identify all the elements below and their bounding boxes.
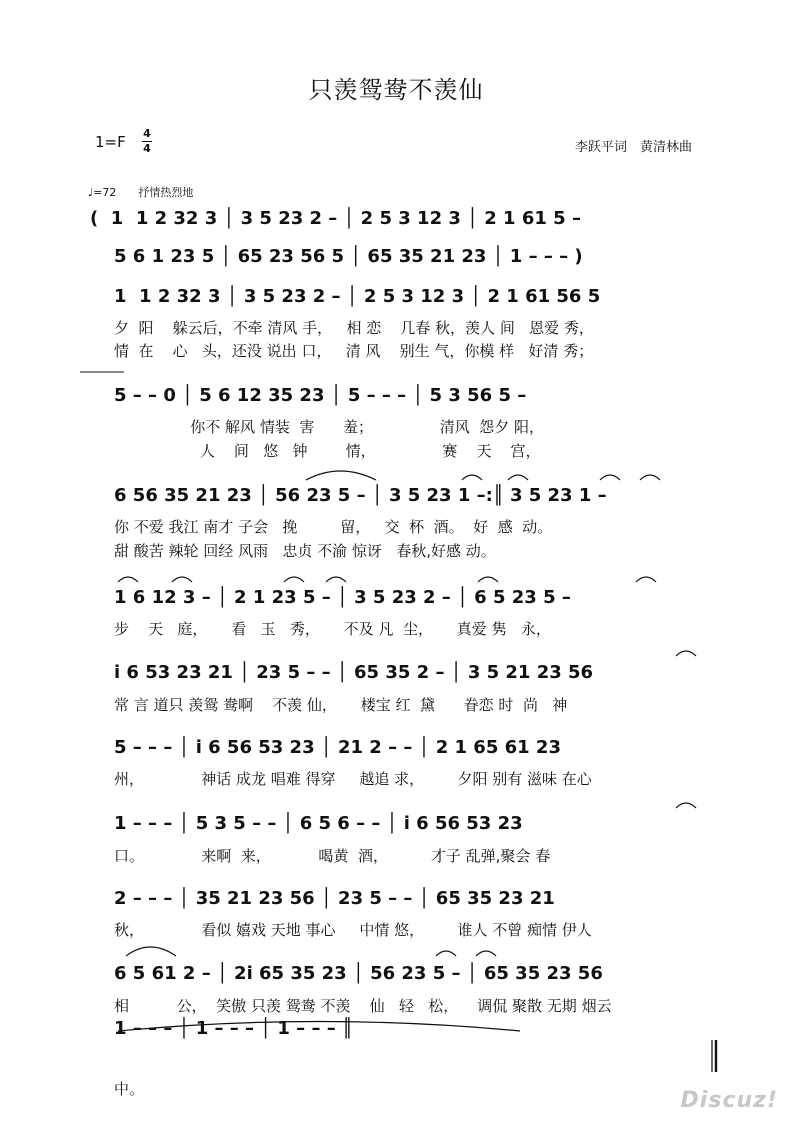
lyric-row-9: 口。 来啊 来， 喝黄 酒， 才子 乱弹,聚会 春 [114, 847, 551, 865]
lyric-row-4b: 人 间 悠 钟 情， 赛 天 宫， [114, 442, 541, 460]
tempo-marking: ♩=72 抒情热烈地 [88, 186, 194, 199]
slur-mark [640, 475, 660, 480]
notation-row-8: 5 – – – │ i 6 56 53 23 │ 21 2 – – │ 2 1 65 61 23 [114, 737, 561, 758]
notation-row-6: 1 6 12 3 – │ 2 1 23 5 – │ 3 5 23 2 – │ 6 5 23 5 – [114, 587, 571, 608]
tie-mark [118, 1022, 520, 1032]
notation-row-1: ( 1 1 2 32 3 │ 3 5 23 2 – │ 2 5 3 12 3 │ 2 1 61 5 – [90, 208, 581, 229]
notation-row-7: i 6 53 23 21 │ 23 5 – – │ 65 35 2 – │ 3 5 21 23 56 [114, 662, 594, 683]
slur-mark [118, 577, 138, 582]
slur-mark [172, 577, 192, 582]
lyric-row-4a: 你不 解风 情装 害 羞； 清风 怨夕 阳， [114, 418, 545, 436]
notation-row-11: 6 5 61 2 – │ 2i 65 35 23 │ 56 23 5 – │ 65 35 23 56 [114, 963, 603, 984]
time-sig-top: 4 [143, 127, 151, 140]
slur-mark [284, 577, 304, 582]
slur-mark [478, 577, 498, 582]
lyric-row-7: 常 言 道只 羡鸳 鸯啊 不羡 仙， 楼宝 红 黛 眷恋 时 尚 神 [114, 696, 568, 714]
slur-mark [436, 951, 456, 956]
page-title: 只羡鸳鸯不羡仙 [308, 76, 484, 104]
time-sig-bottom: 4 [143, 142, 151, 155]
slur-mark [508, 475, 528, 480]
lyric-row-3b: 情 在 心 头，还没 说出 口， 清 风 别生 气，你模 样 好清 秀； [114, 342, 594, 360]
credits: 李跃平词 黄清林曲 [574, 140, 692, 155]
key-signature: 1=F [95, 133, 126, 151]
lyric-row-3a: 夕 阳 躲云后，不牵 清风 手， 相 恋 几春 秋，羡人 间 恩爱 秀， [114, 319, 594, 337]
slur-mark [306, 471, 376, 480]
lyric-row-10: 秋， 看似 嬉戏 天地 事心 中情 悠， 谁人 不曾 痴情 伊人 [114, 921, 592, 939]
slur-mark [600, 475, 620, 480]
slur-mark [126, 947, 176, 956]
notation-row-10: 2 – – – │ 35 21 23 56 │ 23 5 – – │ 65 35 23 21 [114, 888, 555, 909]
notation-row-9: 1 – – – │ 5 3 5 – – │ 6 5 6 – – │ i 6 56 53 23 [114, 813, 523, 834]
notation-row-2: 5 6 1 23 5 │ 65 23 56 5 │ 65 35 21 23 │ 1 – – – ) [114, 246, 583, 267]
slur-mark [326, 577, 346, 582]
notation-row-4: 5 – – 0 │ 5 6 12 35 23 │ 5 – – – │ 5 3 56 5 – [114, 385, 527, 406]
watermark: Discuz! [680, 1088, 778, 1113]
lyric-row-11: 相 公， 笑傲 只羡 鸳鸯 不羡 仙 轻 松， 调侃 聚散 无期 烟云 [114, 997, 612, 1015]
lyric-row-5a: 你 不爱 我江 南才 子会 挽 留， 交 杯 酒。 好 感 动。 [114, 518, 553, 536]
lyric-row-12: 中。 [114, 1080, 145, 1098]
slur-mark [676, 803, 696, 808]
slur-mark [476, 951, 496, 956]
slur-mark [676, 651, 696, 656]
lyric-row-6: 步 天 庭， 看 玉 秀， 不及 凡 尘， 真爱 隽 永， [114, 620, 551, 638]
notation-row-5: 6 56 35 21 23 │ 56 23 5 – │ 3 5 23 1 –:║ 3 5 23 1 – [114, 485, 607, 506]
lyric-row-8: 州， 神话 成龙 唱难 得穿 越追 求， 夕阳 别有 滋味 在心 [114, 770, 592, 788]
slur-mark [462, 475, 482, 480]
notation-row-12: 1 – – – │ 1 – – – │ 1 – – – ║ [114, 1018, 353, 1039]
slur-mark [636, 577, 656, 582]
notation-row-3: 1 1 2 32 3 │ 3 5 23 2 – │ 2 5 3 12 3 │ 2 1 61 56 5 [114, 286, 601, 307]
lyric-row-5b: 甜 酸苦 辣轮 回经 风雨 忠贞 不渝 惊讶 春秋,好感 动。 [114, 542, 496, 560]
